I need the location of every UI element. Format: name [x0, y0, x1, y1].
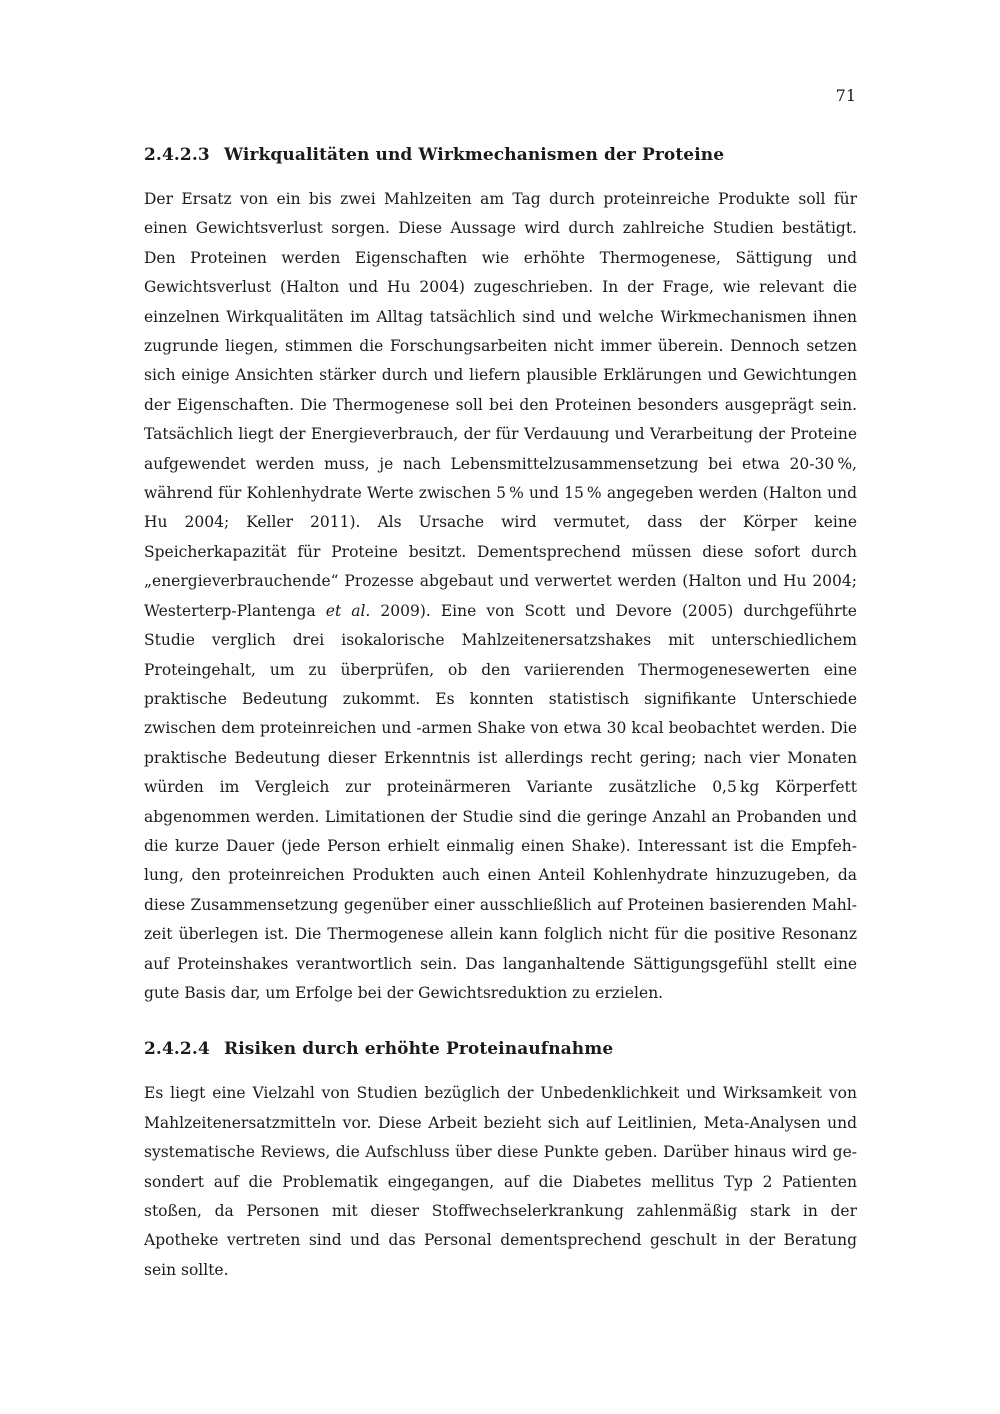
paragraph-text: 2009). Eine von Scott und Devore (2005) durchgeführte Studie verglich drei isokalorische Mahlzeitenersatzshakes mit unterschiedlichem Proteingehalt, um zu überprüfen, ob den variierenden Thermogenesewerten eine praktische Bedeutung zukommt. Es konnten statistisch signifikante Unterschiede zwischen dem proteinreichen und -armen Shake von etwa 30 kcal beobachtet werden. Die praktische Bedeutung dieser Erkenntnis ist allerdings recht gering; nach vier Monaten würden im Vergleich zur proteinärmeren Variante zusätzliche 0,5 kg Körperfett abgenommen werden. Limitationen der Studie sind die geringe Anzahl an Probanden und die kurze Dauer (jede Person erhielt einmalig einen Shake). Interessant ist die Empfehlung, den proteinreichen Produkten auch einen Anteil Kohlenhydrate hinzuzugeben, da diese Zusammensetzung gegenüber einer ausschließlich auf Proteinen basierenden Mahlzeit überlegen ist. Die Thermogenese allein kann folglich nicht für die positive Resonanz auf Proteinshakes verantwortlich sein. Das langanhaltende Sättigungsgefühl stellt eine gute Basis dar, um Erfolge bei der Gewichtsreduktion zu erzielen. [144, 601, 857, 1002]
body-paragraph [144, 185, 857, 1008]
section-title: Risiken durch erhöhte Proteinaufnahme [224, 1039, 614, 1060]
body-paragraph [144, 1079, 857, 1285]
paragraph-text: Es liegt eine Vielzahl von Studien bezüglich der Unbedenklichkeit und Wirksamkeit von Mahlzeitenersatzmitteln vor. Diese Arbeit bezieht sich auf Leitlinien, Meta-Analysen und systematische Reviews, die Aufschluss über diese Punkte geben. Darüber hinaus wird gesondert auf die Problematik eingegangen, auf die Diabetes mellitus Typ 2 Patienten stoßen, da Personen mit dieser Stoffwechselerkrankung zahlenmäßig stark in der Apotheke vertreten sind und das Personal dementsprechend geschult in der Beratung sein sollte. [144, 1084, 857, 1279]
section-title: Wirkqualitäten und Wirkmechanismen der Proteine [224, 145, 725, 165]
section-number: 2.4.2.3 [144, 145, 210, 165]
paragraph-italic-text: et al. [325, 601, 371, 620]
page-number: 71 [835, 86, 856, 105]
section-heading-2-4-2-4 [144, 1036, 857, 1062]
section-number: 2.4.2.4 [144, 1039, 210, 1060]
section-heading-2-4-2-3 [144, 142, 857, 168]
paragraph-text: Der Ersatz von ein bis zwei Mahlzeiten am Tag durch proteinreiche Produkte soll für einen Gewichtsverlust sorgen. Diese Aussage wird durch zahlreiche Studien bestätigt. Den Proteinen werden Eigenschaften wie erhöhte Thermogenese, Sättigung und Gewichtsverlust (Halton und Hu 2004) zugeschrieben. In der Frage, wie relevant die einzelnen Wirkqualitäten im Alltag tatsächlich sind und welche Wirkmechanismen ihnen zugrunde liegen, stimmen die Forschungsarbeiten nicht immer überein. Dennoch setzen sich einige Ansichten stärker durch und liefern plausible Erklärungen und Gewichtungen der Eigenschaften. Die Thermogenese soll bei den Proteinen besonders ausgeprägt sein. Tatsächlich liegt der Energieverbrauch, der für Verdauung und Verarbeitung der Proteine aufgewendet werden muss, je nach Lebensmittelzusammensetzung bei etwa 20-30 %, während für Kohlenhydrate Werte zwischen 5 % und 15 % angegeben werden (Halton und Hu 2004; Keller 2011). Als Ursache wird vermutet, dass der Körper keine Speicherkapazität für Proteine besitzt. Dementsprechend müssen diese sofort durch „energieverbrauchende“ Prozesse abgebaut und verwertet werden (Halton und Hu 2004; Westerterp-Plantenga [144, 190, 857, 620]
page-content [144, 142, 857, 1285]
